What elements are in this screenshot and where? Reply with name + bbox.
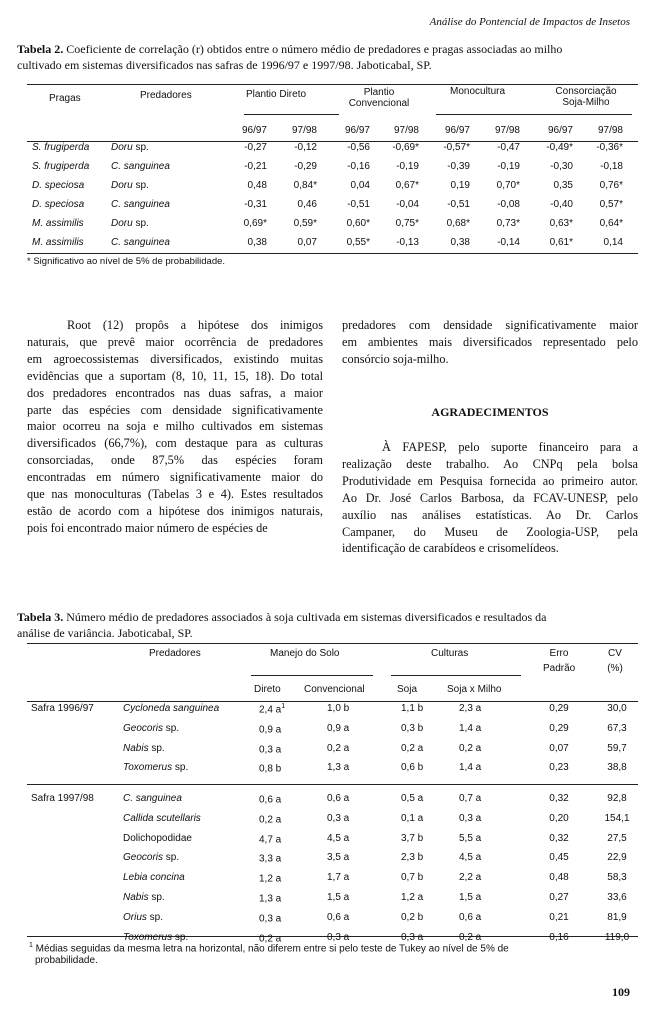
body-line: que nas monoculturas (Tabelas 3 e 4). Estes resultados — [27, 487, 323, 502]
table3-header-erro-line2: Padrão — [543, 663, 576, 674]
table3-header-predadores: Predadores — [149, 648, 201, 659]
table2-caption — [17, 41, 562, 73]
table2-cell-value: -0,36* — [596, 142, 623, 153]
table3-cell-direto-value: 0,3 a — [259, 744, 282, 756]
table3-cell-direto-value: 2,4 a — [259, 704, 282, 716]
table2-cell-predador-genus: Doru — [111, 142, 133, 153]
table2-cell-praga: S. frugiperda — [32, 142, 90, 153]
table3-cell-erro: 0,29 — [549, 703, 569, 714]
table2-year-header: 96/97 — [547, 125, 573, 136]
table2-year-header: 97/98 — [291, 125, 317, 136]
table2-cell-predador-suffix: sp. — [132, 180, 149, 191]
table2-cell-predador — [111, 237, 170, 248]
table3-cell-direto-value: 0,3 a — [259, 913, 282, 925]
body-line: consórcio soja-milho. — [342, 351, 449, 366]
table2-cell-value: -0,21 — [244, 161, 267, 172]
table3-cell-cv: 38,8 — [607, 762, 627, 773]
table3-cell-direto-value: 0,9 a — [259, 724, 282, 736]
body-line: parte das espécies com densidade significativamente — [27, 402, 323, 417]
table2-cell-predador-suffix: sp. — [132, 142, 149, 153]
table3-cell-cv: 81,9 — [607, 912, 627, 923]
table2-cell-predador — [111, 199, 170, 210]
table3-cell-direto — [259, 872, 281, 884]
table3-cell-predador-name: Callida scutellaris — [123, 813, 201, 824]
table2-header-predadores: Predadores — [140, 90, 192, 101]
table2-cell-predador-suffix: sp. — [132, 218, 149, 229]
table3-cell-direto — [259, 703, 285, 715]
table2-year-header: 96/97 — [241, 125, 267, 136]
table3-cell-direto-value: 1,2 a — [259, 873, 282, 885]
table2-cell-value: -0,04 — [396, 199, 419, 210]
table2-cell-value: 0,61* — [549, 237, 573, 248]
table2-cell-value: -0,56 — [347, 142, 370, 153]
table3-cell-soja-x-milho: 0,2 a — [459, 743, 482, 754]
table2-year-header: 97/98 — [597, 125, 623, 136]
ack-line: À FAPESP, pelo suporte financeiro para a — [382, 440, 638, 454]
table3-header-cv — [598, 648, 632, 674]
table2-caption-label: Tabela 2. — [17, 42, 64, 56]
table2-cell-value: 0,68* — [446, 218, 470, 229]
body-line: maior ocorreu na soja e milho cultivados em sistemas — [27, 419, 323, 434]
table3-group-separator — [27, 784, 638, 785]
table3-cell-direto — [259, 743, 281, 755]
acknowledgements-text — [342, 439, 638, 557]
table3-cell-direto — [259, 852, 281, 864]
table3-cell-soja: 0,1 a — [401, 813, 424, 824]
table3-cell-convencional: 0,3 a — [327, 813, 350, 824]
table3-cell-convencional: 0,9 a — [327, 723, 350, 734]
table3-cell-predador-name: Nabis — [123, 892, 149, 903]
table3-cell-direto-value: 4,7 a — [259, 834, 282, 846]
table3-cell-erro: 0,20 — [549, 813, 569, 824]
table2-cell-value: -0,16 — [347, 161, 370, 172]
table3-cell-convencional: 3,5 a — [327, 852, 350, 863]
table3-cell-predador-suffix: sp. — [163, 852, 180, 863]
table2-cell-value: 0,59* — [293, 218, 317, 229]
body-line: em agroecossistemas diversificados, existindo muitas — [27, 351, 323, 366]
table3-cell-convencional: 1,3 a — [327, 762, 350, 773]
table3-cell-cv: 27,5 — [607, 833, 627, 844]
table2-cell-value: -0,57* — [443, 142, 470, 153]
table3-cell-predador — [123, 872, 185, 883]
table3-cell-predador-name: Lebia concina — [123, 872, 185, 883]
table3-header-soja-x-milho: Soja x Milho — [447, 684, 502, 695]
table2-header-plantio-convencional-line1: Plantio — [363, 87, 395, 98]
table3-cell-erro: 0,23 — [549, 762, 569, 773]
table3-cell-direto-value: 0,6 a — [259, 794, 282, 806]
ack-line: realização deste trabalho. Ao CNPq pela bolsa — [342, 456, 638, 471]
table3-cell-direto-value: 1,3 a — [259, 893, 282, 905]
table3-safra-label: Safra 1997/98 — [31, 793, 94, 804]
ack-line: Ao Dr. José Carlos Barbosa, da FCAV-UNESP, pelo — [342, 490, 638, 505]
table3-cell-predador-suffix: sp. — [148, 892, 165, 903]
table2-cell-value: 0,70* — [496, 180, 520, 191]
table3-cell-erro: 0,32 — [549, 833, 569, 844]
table3-cell-predador — [123, 793, 182, 804]
table3-caption-line2: análise de variância. Jaboticabal, SP. — [17, 626, 193, 640]
table3-caption-label: Tabela 3. — [17, 610, 64, 624]
table3-header-erro-line1: Erro — [549, 648, 569, 659]
table2-cell-praga: S. frugiperda — [32, 161, 90, 172]
table2-year-header: 97/98 — [494, 125, 520, 136]
table2-cell-value: 0,35 — [553, 180, 573, 191]
body-line: evidências que a suportam (8, 10, 11, 15, 18). Do total — [27, 368, 323, 383]
table2-cell-value: -0,40 — [550, 199, 573, 210]
table2-cell-predador — [111, 161, 170, 172]
table3-cell-soja-x-milho: 5,5 a — [459, 833, 482, 844]
body-line: consorciadas, onde 87,5% das espécies foram — [27, 453, 323, 468]
table3-cell-direto — [259, 793, 281, 805]
table2-cell-value: 0,60* — [346, 218, 370, 229]
table2-cell-value: -0,19 — [497, 161, 520, 172]
table3-cell-erro: 0,32 — [549, 793, 569, 804]
ack-line: Produtividade em Pesquisa fornecida ao primeiro autor. — [342, 473, 638, 488]
table2-year-header: 97/98 — [393, 125, 419, 136]
body-line: Root (12) propôs a hipótese dos inimigos — [67, 318, 323, 332]
table3-cell-predador — [123, 743, 165, 754]
table3-cell-cv: 30,0 — [607, 703, 627, 714]
table2-year-header: 96/97 — [344, 125, 370, 136]
table3-cell-erro: 0,48 — [549, 872, 569, 883]
table2-cell-value: -0,14 — [497, 237, 520, 248]
table3-cell-cv: 33,6 — [607, 892, 627, 903]
table3-cell-direto — [259, 932, 281, 944]
table2-cell-value: 0,38 — [247, 237, 267, 248]
table3-cell-soja-x-milho: 0,7 a — [459, 793, 482, 804]
table3-cell-erro: 0,21 — [549, 912, 569, 923]
table2-cell-value: 0,75* — [395, 218, 419, 229]
body-line: pois foi encontrado maior número de espécies de — [27, 520, 268, 535]
table3-cell-predador-name: Nabis — [123, 743, 149, 754]
table2-cell-value: -0,19 — [396, 161, 419, 172]
table2-cell-value: -0,29 — [294, 161, 317, 172]
table2-header-pragas: Pragas — [49, 93, 81, 104]
table2-caption-line1: Coeficiente de correlação (r) obtidos entre o número médio de predadores e pragas associadas ao milho — [63, 42, 563, 56]
table3-cell-cv: 67,3 — [607, 723, 627, 734]
body-text-left — [27, 317, 323, 537]
table2-cell-value: -0,27 — [244, 142, 267, 153]
body-line: predadores com densidade significativamente maior — [342, 318, 638, 332]
table2-cell-value: -0,51 — [347, 199, 370, 210]
table2-cell-value: 0,14 — [603, 237, 623, 248]
table2-cell-value: -0,39 — [447, 161, 470, 172]
table2-cell-predador-genus: Doru — [111, 180, 133, 191]
table3-cell-predador — [123, 723, 179, 734]
table3-cell-soja-x-milho: 1,5 a — [459, 892, 482, 903]
table3-header-direto: Direto — [254, 684, 281, 695]
table3-cell-predador-suffix: sp. — [148, 743, 165, 754]
table3-cell-predador-name: Geocoris — [123, 852, 164, 863]
table3-cell-convencional: 0,6 a — [327, 793, 350, 804]
table2-cell-value: 0,64* — [599, 218, 623, 229]
table3-cell-erro: 0,45 — [549, 852, 569, 863]
table3-cell-cv: 59,7 — [607, 743, 627, 754]
table2-cell-value: -0,47 — [497, 142, 520, 153]
table2-cell-value: -0,49* — [546, 142, 573, 153]
table3-cell-soja: 1,1 b — [401, 703, 424, 714]
table3-footnote-line1: Médias seguidas da mesma letra na horizontal, não diferem entre si pelo teste de Tukey ao nível de 5% de — [32, 943, 509, 955]
body-line: dos predadores encontrados nas duas safras, a maior — [27, 385, 323, 400]
table2-cell-value: 0,84* — [293, 180, 317, 191]
table2-cell-praga: M. assimilis — [32, 218, 84, 229]
table3-cell-predador-suffix: sp. — [172, 932, 189, 943]
table3-cell-direto-value: 3,3 a — [259, 853, 282, 865]
table3-cell-direto-sup: 1 — [281, 703, 286, 710]
table3-cell-soja-x-milho: 1,4 a — [459, 723, 482, 734]
table3-cell-predador — [123, 932, 188, 943]
table2-cell-value: 0,46 — [297, 199, 317, 210]
table3-cell-convencional: 1,5 a — [327, 892, 350, 903]
table3-cell-convencional: 0,6 a — [327, 912, 350, 923]
table3-cell-cv: 154,1 — [604, 813, 630, 824]
table3-cell-soja-x-milho: 2,3 a — [459, 703, 482, 714]
table2-cell-value: 0,73* — [496, 218, 520, 229]
table2-cell-value: -0,12 — [294, 142, 317, 153]
ack-line: Campaner, do Museu de Zoologia-USP, pela — [342, 524, 638, 539]
table3-cell-soja-x-milho: 4,5 a — [459, 852, 482, 863]
table3-header-soja: Soja — [397, 684, 418, 695]
table3-cell-predador-name: Cycloneda sanguinea — [123, 703, 220, 714]
table2-cell-value: 0,38 — [450, 237, 470, 248]
table2-caption-line2: cultivado em sistemas diversificados nas safras de 1996/97 e 1997/98. Jaboticabal, SP. — [17, 58, 432, 72]
table2-cell-value: 0,67* — [395, 180, 419, 191]
table3-cell-predador — [123, 703, 219, 714]
table2-cell-predador — [111, 180, 149, 191]
table3-cell-soja: 0,3 a — [401, 932, 424, 943]
table3-cell-predador — [123, 813, 201, 824]
table2-cell-praga: D. speciosa — [32, 180, 85, 191]
table3-cell-convencional: 0,2 a — [327, 743, 350, 754]
table2-cell-predador-genus: C. sanguinea — [111, 199, 170, 210]
table3-cell-direto — [259, 892, 281, 904]
table3-cell-erro: 0,27 — [549, 892, 569, 903]
table2-cell-value: -0,69* — [392, 142, 419, 153]
table2-header-monocultura: Monocultura — [450, 86, 506, 97]
body-line: naturais, que prevê maior ocorrência de predadores — [27, 334, 323, 349]
table3-cell-predador-name: C. sanguinea — [123, 793, 182, 804]
table3-caption-line1: Número médio de predadores associados à soja cultivada em sistemas diversificados e resultados da — [63, 610, 547, 624]
table3-cell-convencional: 1,0 b — [327, 703, 350, 714]
table2-cell-value: -0,31 — [244, 199, 267, 210]
acknowledgements-heading: AGRADECIMENTOS — [431, 405, 549, 419]
table3-cell-erro: 0,29 — [549, 723, 569, 734]
table2-cell-praga: M. assimilis — [32, 237, 84, 248]
ack-line: identificação de carabídeos e crisomelídeos. — [342, 541, 559, 556]
table3-footnote-line2: probabilidade. — [35, 955, 98, 967]
table2-cell-value: -0,13 — [396, 237, 419, 248]
table2-cell-value: -0,18 — [600, 161, 623, 172]
table2-cell-predador — [111, 218, 149, 229]
table3-cell-soja: 0,2 b — [401, 912, 424, 923]
table3-cell-predador-name: Toxomerus — [123, 932, 173, 943]
table3-cell-predador-suffix: sp. — [172, 762, 189, 773]
table3-header-erro — [543, 648, 575, 674]
table3-cell-cv: 119,0 — [604, 932, 630, 943]
table2-year-header: 96/97 — [444, 125, 470, 136]
table2-cell-value: 0,63* — [549, 218, 573, 229]
table3-cell-soja-x-milho: 0,6 a — [459, 912, 482, 923]
table2-cell-value: 0,04 — [350, 180, 370, 191]
table3-cell-direto-value: 0,2 a — [259, 933, 282, 945]
table3-cell-soja-x-milho: 2,2 a — [459, 872, 482, 883]
table3-cell-predador-name: Geocoris — [123, 723, 164, 734]
table2-cell-value: 0,76* — [599, 180, 623, 191]
table2-header-plantio-convencional-line2: Convencional — [348, 98, 410, 109]
body-line: estão de acordo com a hipótese dos inimigos naturais, — [27, 503, 323, 518]
table3-cell-predador-suffix: Dolichopodidae — [123, 833, 192, 844]
table3-cell-cv: 92,8 — [607, 793, 627, 804]
table2-header-consorciacao-line2: Soja-Milho — [562, 97, 610, 108]
table3-cell-direto — [259, 762, 281, 774]
table3-safra-label: Safra 1996/97 — [31, 703, 94, 714]
table3-cell-predador — [123, 892, 165, 903]
table3-cell-soja: 0,6 b — [401, 762, 424, 773]
table2-cell-value: 0,57* — [599, 199, 623, 210]
table3-cell-soja-x-milho: 0,3 a — [459, 813, 482, 824]
table3-caption — [17, 609, 546, 641]
table3-cell-convencional: 1,7 a — [327, 872, 350, 883]
table3-cell-direto-value: 0,2 a — [259, 814, 282, 826]
table2-header-consorciacao — [543, 86, 629, 108]
table3-cell-soja: 3,7 b — [401, 833, 424, 844]
table3-cell-erro: 0,07 — [549, 743, 569, 754]
table3-header-manejo: Manejo do Solo — [270, 648, 340, 659]
table2-cell-value: 0,69* — [243, 218, 267, 229]
table2-cell-value: 0,55* — [346, 237, 370, 248]
table3-cell-predador-name: Toxomerus — [123, 762, 173, 773]
table3-cell-predador — [123, 912, 163, 923]
table3-cell-soja: 0,5 a — [401, 793, 424, 804]
table2-cell-value: -0,51 — [447, 199, 470, 210]
table2-header-plantio-convencional — [334, 87, 424, 109]
table3-cell-convencional: 4,5 a — [327, 833, 350, 844]
table2-cell-predador — [111, 142, 149, 153]
ack-line: auxílio nas análises estatísticas. Ao Dr. Carlos — [342, 507, 638, 522]
table3-cell-soja: 1,2 a — [401, 892, 424, 903]
table3-cell-direto — [259, 912, 281, 924]
table3-cell-direto — [259, 833, 281, 845]
table3-cell-erro: 0,16 — [549, 932, 569, 943]
body-text-right — [342, 317, 638, 368]
table2-footnote: * Significativo ao nível de 5% de probabilidade. — [27, 256, 226, 267]
table3-header-culturas: Culturas — [431, 648, 469, 659]
table3-header-cv-line2: (%) — [607, 663, 623, 674]
table2-cell-value: 0,07 — [297, 237, 317, 248]
table3-cell-predador — [123, 833, 192, 844]
table2-cell-praga: D. speciosa — [32, 199, 85, 210]
table2-header-plantio-direto: Plantio Direto — [246, 89, 307, 100]
table3-header-cv-line1: CV — [608, 648, 622, 659]
table3-cell-convencional: 0,3 a — [327, 932, 350, 943]
table3-cell-soja: 0,7 b — [401, 872, 424, 883]
table3-cell-predador-suffix: sp. — [163, 723, 180, 734]
table3 — [27, 643, 638, 973]
table3-cell-soja: 0,3 b — [401, 723, 424, 734]
table2-cell-predador-genus: C. sanguinea — [111, 161, 170, 172]
table2-cell-predador-genus: Doru — [111, 218, 133, 229]
table2-cell-predador-genus: C. sanguinea — [111, 237, 170, 248]
body-line: encontradas em número significativamente maior do — [27, 470, 323, 485]
table3-header-convencional: Convencional — [304, 684, 365, 695]
table3-cell-predador — [123, 852, 179, 863]
page-number: 109 — [612, 985, 630, 999]
table2-cell-value: 0,48 — [247, 180, 267, 191]
table3-cell-soja-x-milho: 0,2 a — [459, 932, 482, 943]
table3-cell-predador-name: Orius — [123, 912, 147, 923]
table3-cell-soja: 2,3 b — [401, 852, 424, 863]
table2-cell-value: -0,08 — [497, 199, 520, 210]
table3-cell-cv: 22,9 — [607, 852, 627, 863]
table3-cell-cv: 58,3 — [607, 872, 627, 883]
table3-cell-soja: 0,2 a — [401, 743, 424, 754]
table3-cell-direto — [259, 813, 281, 825]
table2-header-consorciacao-line1: Consorciação — [555, 86, 617, 97]
body-line: em ambientes mais diversificados representado pelo — [342, 334, 638, 349]
table3-cell-predador — [123, 762, 188, 773]
table3-cell-direto-value: 0,8 b — [259, 763, 282, 775]
table3-cell-predador-suffix: sp. — [146, 912, 164, 923]
table3-footnote-sup: 1 — [29, 942, 33, 949]
table3-cell-soja-x-milho: 1,4 a — [459, 762, 482, 773]
table2-cell-value: 0,19 — [450, 180, 470, 191]
table2-cell-value: -0,30 — [550, 161, 573, 172]
body-line: diversificados (66,7%), com destaque para as culturas — [27, 436, 323, 451]
running-head: Análise do Pontencial de Impactos de Insetos — [429, 16, 630, 28]
table3-cell-direto — [259, 723, 281, 735]
